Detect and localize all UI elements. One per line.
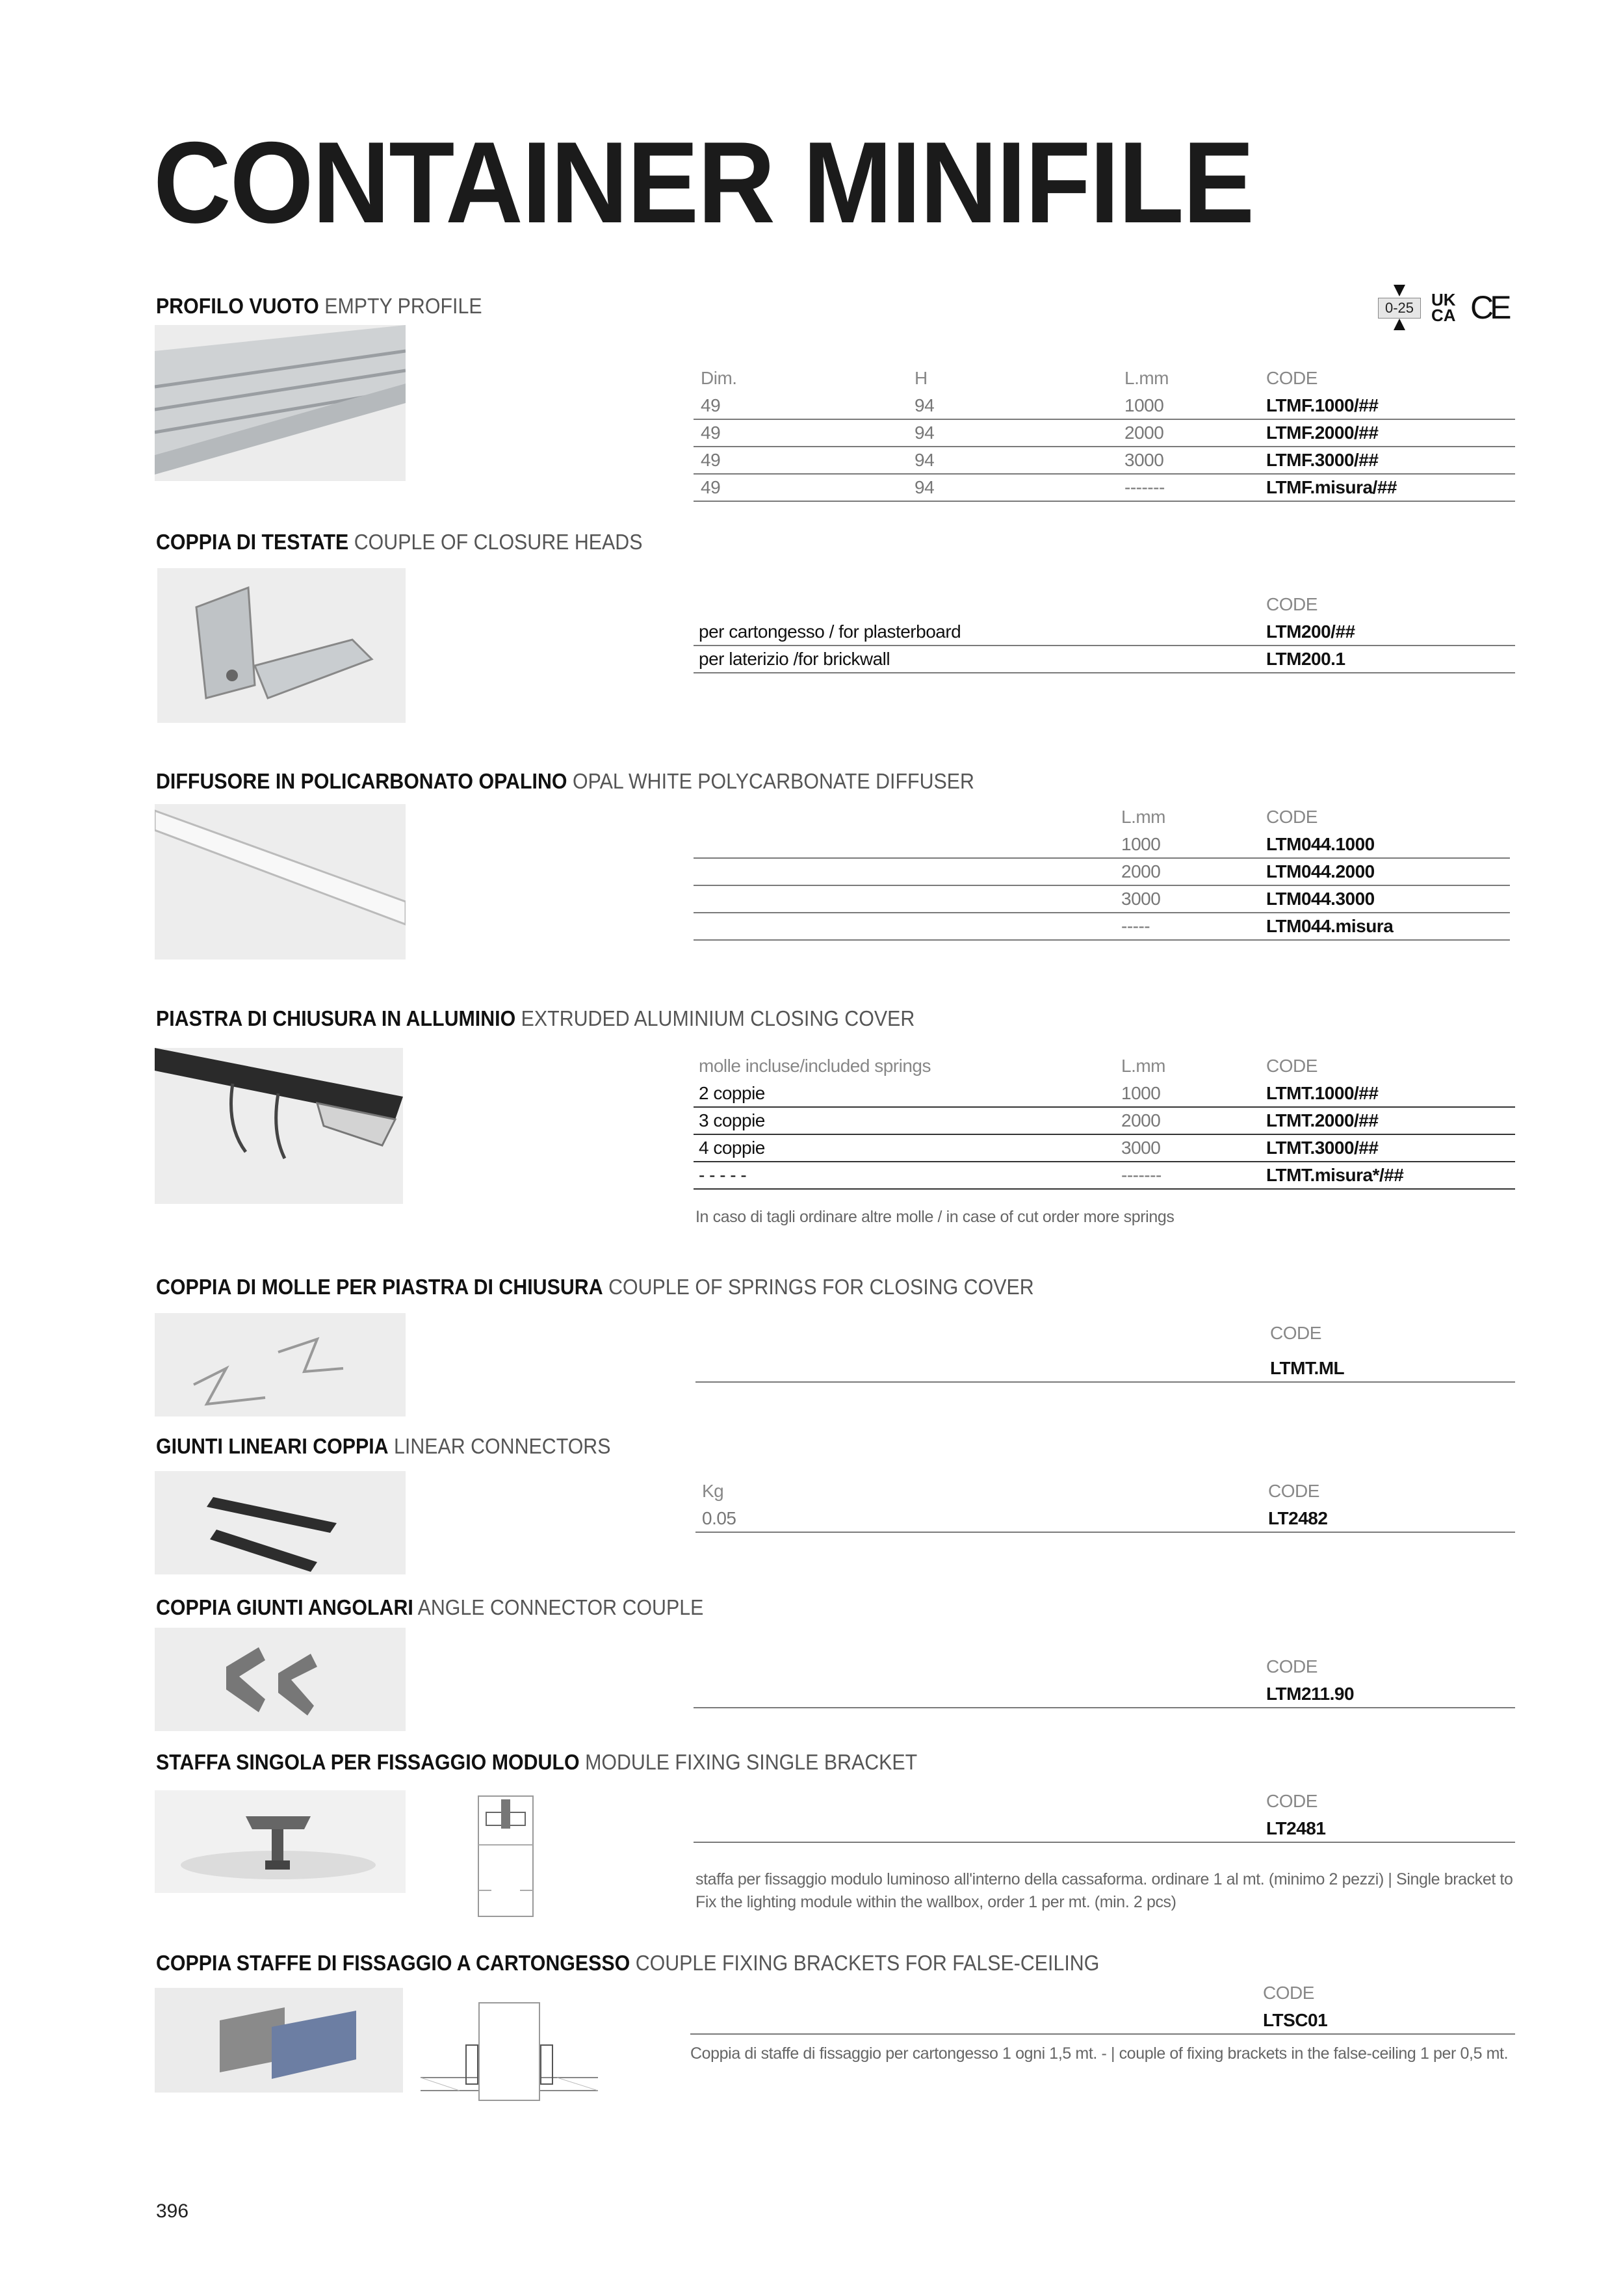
table-cell: 49 [701,477,721,497]
column-header: L.mm [1121,807,1165,827]
column-header: molle incluse/included springs [699,1056,931,1076]
section-heading-italian: PROFILO VUOTO [156,294,319,318]
table-cell: per laterizio /for brickwall [699,649,890,669]
table-cell: - - - - - [699,1165,747,1185]
column-header: Dim. [701,368,737,388]
page-title: CONTAINER MINIFILE [153,118,1254,247]
column-header: Kg [702,1481,724,1501]
table-cell: 3000 [1121,889,1161,909]
closure-heads-photo [157,568,406,723]
table-header-row [694,592,1515,619]
table-row [694,913,1510,941]
section-heading-italian: COPPIA STAFFE DI FISSAGGIO A CARTONGESSO [156,1951,630,1975]
column-header: CODE [1270,1323,1321,1343]
section-heading [156,1750,917,1775]
ip-rating-icon [1378,285,1421,330]
code-table [694,365,1515,502]
section-heading-italian: STAFFA SINGOLA PER FISSAGGIO MODULO [156,1750,580,1774]
section-heading-english: LINEAR CONNECTORS [394,1434,611,1458]
product-code: LTSC01 [1263,2010,1328,2030]
column-header: CODE [1266,807,1318,827]
springs-photo [155,1313,406,1416]
table-cell: 2000 [1121,1110,1161,1130]
linear-connectors-photo [155,1471,406,1574]
ukca-mark-icon [1431,292,1460,323]
table-cell: 4 coppie [699,1138,765,1158]
table-row [694,646,1515,673]
table-row [694,1135,1515,1162]
product-code: LTMF.1000/## [1266,395,1379,415]
product-code: LT2482 [1268,1508,1328,1528]
table-cell: per cartongesso / for plasterboard [699,621,961,642]
table-cell: ------- [1121,1165,1162,1185]
section-heading [156,294,482,319]
closing-cover-photo [155,1048,403,1204]
column-header: CODE [1266,594,1318,614]
section-heading [156,769,974,794]
product-code: LTM044.1000 [1266,834,1375,854]
table-cell: 1000 [1124,395,1164,415]
section-heading-italian: DIFFUSORE IN POLICARBONATO OPALINO [156,769,567,793]
certification-badges [1378,285,1516,330]
product-code: LTM200/## [1266,621,1355,642]
code-table [694,1654,1515,1708]
table-cell: ------- [1124,477,1165,497]
table-header-row [694,804,1510,831]
table-cell: 3 coppie [699,1110,765,1130]
table-cell: 3000 [1124,450,1164,470]
section-heading [156,1275,1034,1299]
section-heading-italian: PIASTRA DI CHIUSURA IN ALLUMINIO [156,1006,516,1030]
section-heading-english: MODULE FIXING SINGLE BRACKET [585,1750,918,1774]
section-heading-italian: COPPIA DI TESTATE [156,530,349,554]
table-cell: 0.05 [702,1508,736,1528]
code-table [690,1980,1515,2035]
column-header: L.mm [1124,368,1169,388]
table-header-row [695,1320,1515,1348]
section-heading-english: COUPLE FIXING BRACKETS FOR FALSE-CEILING [635,1951,1100,1975]
table-cell: 94 [915,477,935,497]
fixing-brackets-photo [155,1988,403,2093]
section-heading-english: OPAL WHITE POLYCARBONATE DIFFUSER [572,769,974,793]
product-code: LTMT.ML [1270,1358,1345,1378]
section-heading [156,1434,610,1459]
table-row [695,1506,1515,1533]
table-row [694,1681,1515,1708]
table-cell: 94 [915,395,935,415]
table-header-row [690,1980,1515,2007]
column-header: CODE [1268,1481,1319,1501]
section-note: staffa per fissaggio modulo luminoso all'interno della cassaforma. ordinare 1 al mt. (minimo 2 pezzi) | Single bracket to Fix the lighting module within the wallbox, order 1 per mt. (min. 2 pcs) [695,1870,1513,1911]
column-header: L.mm [1121,1056,1165,1076]
table-row [694,1108,1515,1135]
ukca-line1: UK [1431,290,1456,309]
code-table [694,1788,1515,1843]
product-code: LT2481 [1266,1818,1326,1838]
section-heading [156,530,642,554]
table-cell: 3000 [1121,1138,1161,1158]
table-cell: 2 coppie [699,1083,765,1103]
table-row [694,859,1510,886]
section-heading-english: COUPLE OF CLOSURE HEADS [354,530,643,554]
table-cell: 1000 [1121,1083,1161,1103]
table-row [694,1080,1515,1108]
table-header-row [695,1478,1515,1506]
table-cell: ----- [1121,916,1150,936]
table-row [694,1816,1515,1843]
section-heading-english: ANGLE CONNECTOR COUPLE [417,1595,704,1619]
product-code: LTMF.misura/## [1266,477,1397,497]
table-row [694,1162,1515,1190]
table-row [694,619,1515,646]
table-cell: 49 [701,450,721,470]
table-cell: 49 [701,423,721,443]
section-heading-english: EXTRUDED ALUMINIUM CLOSING COVER [521,1006,915,1030]
table-row [694,886,1510,913]
product-code: LTMT.2000/## [1266,1110,1379,1130]
product-code: LTMT.3000/## [1266,1138,1379,1158]
section-heading [156,1595,703,1620]
section-heading-italian: COPPIA DI MOLLE PER PIASTRA DI CHIUSURA [156,1275,603,1299]
table-header-row [694,365,1515,393]
section-heading [156,1006,915,1031]
column-header: H [915,368,928,388]
product-code: LTM044.misura [1266,916,1394,936]
table-header-row [694,1053,1515,1080]
product-code: LTMF.3000/## [1266,450,1379,470]
code-table [695,1478,1515,1533]
single-bracket-photo [155,1790,406,1893]
product-code: LTMF.2000/## [1266,423,1379,443]
ce-mark-icon: CE [1470,289,1508,326]
section-heading-english: EMPTY PROFILE [324,294,482,318]
table-row [695,1355,1515,1383]
page-number: 396 [156,2200,189,2222]
code-table [695,1320,1515,1383]
code-table [694,1053,1515,1190]
table-cell: 49 [701,395,721,415]
technical-drawing [472,1793,539,1918]
product-code: LTMT.1000/## [1266,1083,1379,1103]
table-row [694,393,1515,420]
ip-rating-label: 0-25 [1378,298,1421,319]
column-header: CODE [1266,1056,1318,1076]
table-row [694,475,1515,502]
table-row [694,831,1510,859]
table-cell: 2000 [1124,423,1164,443]
table-header-row [694,1654,1515,1681]
column-header: CODE [1263,1983,1314,2003]
table-row [694,420,1515,447]
column-header: CODE [1266,368,1318,388]
table-header-row [694,1788,1515,1816]
code-table [694,592,1515,673]
column-header: CODE [1266,1656,1318,1676]
diffuser-photo [155,804,406,959]
section-heading-italian: COPPIA GIUNTI ANGOLARI [156,1595,413,1619]
section-heading [156,1951,1099,1976]
product-code: LTMT.misura*/## [1266,1165,1404,1185]
product-code: LTM044.2000 [1266,861,1375,881]
ukca-line2: CA [1431,306,1456,325]
table-row [690,2007,1515,2035]
table-cell: 1000 [1121,834,1161,854]
column-header: CODE [1266,1791,1318,1811]
product-code: LTM044.3000 [1266,889,1375,909]
product-code: LTM200.1 [1266,649,1345,669]
table-row [694,447,1515,475]
angle-connectors-photo [155,1628,406,1731]
table-cell: 94 [915,423,935,443]
table-cell: 2000 [1121,861,1161,881]
section-heading-italian: GIUNTI LINEARI COPPIA [156,1434,389,1458]
section-note: Coppia di staffe di fissaggio per cartongesso 1 ogni 1,5 mt. - | couple of fixing brackets in the false-ceiling 1 per 0,5 mt. [690,2044,1509,2063]
section-heading-english: COUPLE OF SPRINGS FOR CLOSING COVER [608,1275,1034,1299]
section-note: In caso di tagli ordinare altre molle / in case of cut order more springs [695,1208,1175,1226]
profile-photo [155,325,406,481]
technical-drawing [421,2000,598,2104]
code-table [694,804,1510,941]
table-cell: 94 [915,450,935,470]
product-code: LTM211.90 [1266,1684,1355,1704]
